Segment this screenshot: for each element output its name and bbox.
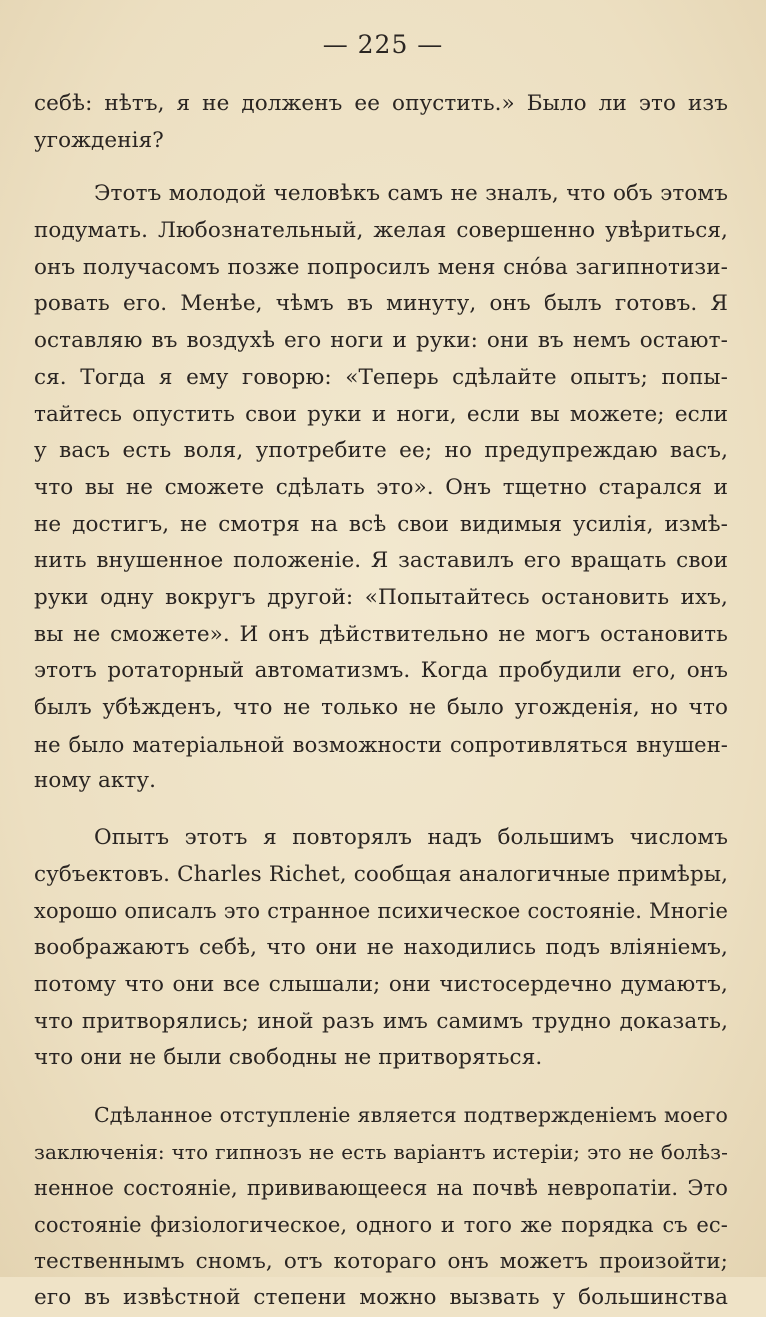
text-line: этотъ ротаторный автоматизмъ. Когда пробудили его, онъ bbox=[34, 658, 728, 684]
text-line: его въ извѣстной степени можно вызвать у большинства bbox=[34, 1285, 728, 1311]
text-line: руки одну вокругъ другой: «Попытайтесь остановить ихъ, bbox=[34, 584, 728, 610]
text-line: ровать его. Менѣе, чѣмъ въ минуту, онъ былъ готовъ. Я bbox=[34, 291, 728, 317]
text-line: субъектовъ. Charles Richet, сообщая аналогичные примѣры, bbox=[34, 861, 728, 887]
text-line: не достигъ, не смотря на всѣ свои видимыя усилія, измѣ- bbox=[34, 511, 728, 537]
text-line: себѣ: нѣтъ, я не долженъ ее опустить.» Было ли это изъ bbox=[34, 91, 728, 116]
text-line: не было матеріальной возможности сопротивляться внушен- bbox=[34, 732, 728, 757]
paragraph-2 bbox=[34, 176, 728, 800]
text-line: хорошо описалъ это странное психическое состояніе. Многіе bbox=[34, 899, 728, 924]
page-text bbox=[34, 86, 728, 1317]
text-line: тайтесь опустить свои руки и ноги, если вы можете; если bbox=[34, 401, 728, 427]
text-line: ся. Тогда я ему говорю: «Теперь сдѣлайте опытъ; попы- bbox=[34, 364, 728, 390]
text-line: вы не сможете». И онъ дѣйствительно не могъ остановить bbox=[34, 621, 728, 647]
text-line: заключенія: что гипнозъ не есть варіантъ истеріи; это не болѣз- bbox=[34, 1139, 728, 1164]
text-line: ному акту. bbox=[34, 768, 157, 794]
paragraph-4 bbox=[34, 1097, 728, 1317]
text-line: что они не были свободны не притворяться. bbox=[34, 1045, 543, 1071]
paragraph-1 bbox=[34, 86, 728, 159]
text-line: потому что они все слышали; они чистосердечно думаютъ, bbox=[34, 971, 728, 997]
text-line: нить внушенное положеніе. Я заставилъ его вращать свои bbox=[34, 548, 728, 574]
text-line: что вы не сможете сдѣлать это». Онъ тщетно старался и bbox=[34, 474, 728, 500]
page-number: — 225 — bbox=[322, 30, 444, 59]
text-line: онъ получасомъ позже попросилъ меня снóва загипнотизи- bbox=[34, 254, 728, 280]
text-line: ненное состояніе, прививающееся на почвѣ невропатіи. Это bbox=[34, 1176, 728, 1201]
text-line: тественнымъ сномъ, отъ котораго онъ можетъ произойти; bbox=[34, 1248, 728, 1274]
text-line: Опытъ этотъ я повторялъ надъ большимъ числомъ bbox=[94, 825, 728, 851]
text-line: у васъ есть воля, употребите ее; но предупреждаю васъ, bbox=[34, 438, 728, 464]
text-line: Этотъ молодой человѣкъ самъ не зналъ, что объ этомъ bbox=[94, 181, 728, 207]
text-line: угожденія? bbox=[34, 127, 164, 153]
paragraph-3 bbox=[34, 820, 728, 1077]
text-line: былъ убѣжденъ, что не только не было угожденія, но что bbox=[34, 695, 728, 720]
text-line: подумать. Любознательный, желая совершенно увѣриться, bbox=[34, 218, 728, 244]
text-line: Сдѣланное отступленіе является подтвержденіемъ моего bbox=[94, 1102, 728, 1127]
text-line: состояніе физіологическое, одного и того же порядка съ ес- bbox=[34, 1212, 728, 1237]
text-line: что притворялись; иной разъ имъ самимъ трудно доказать, bbox=[34, 1008, 728, 1034]
text-line: оставляю въ воздухѣ его ноги и руки: они въ немъ остают- bbox=[34, 328, 728, 354]
text-line: воображаютъ себѣ, что они не находились подъ вліяніемъ, bbox=[34, 935, 728, 961]
